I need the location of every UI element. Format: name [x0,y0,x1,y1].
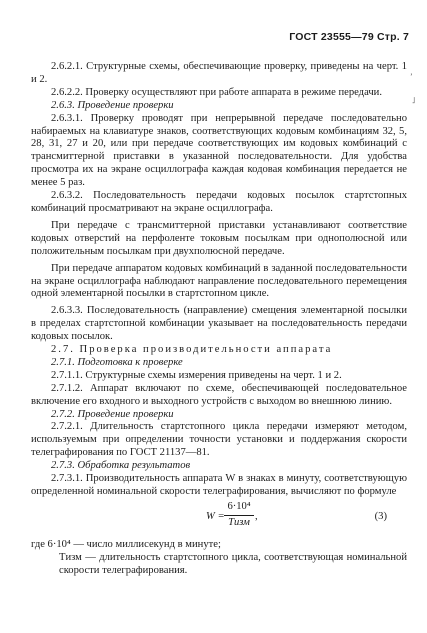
where-line: где 6·10⁴ — число миллисекунд в минуте; [31,538,221,550]
formula-comma: , [255,510,258,522]
paragraph: 2.7.2.1. Длительность стартстопного цикла передачи измеряют методом, используемым при определении точности установки и поддержания скорости телеграфирования по ГОСТ 21137—81. [31,421,407,459]
formula-number: (3) [374,510,387,522]
paragraph: 2.6.2.1. Структурные схемы, обеспечивающие проверку, приведены на черт. 1 и 2. [31,61,407,85]
section-heading: 2.6.3. Проведение проверки [51,99,174,111]
formula-fraction [224,501,254,530]
paragraph: 2.7.3.1. Производительность аппарата W в знаках в минуту, соответствующую определенной номинальной скорости телеграфирования, вычисляют по формуле [31,473,407,497]
document-body [31,61,407,578]
where-line: Tизм — длительность стартстопного цикла, соответствующая номинальной скорости телеграфирования. [59,551,407,576]
paragraph: При передаче аппаратом кодовых комбинаций в заданной последовательности на экране осциллографа наблюдают направление последовательного перемещения одной элементарной посылки в стартстопном цикле. [31,262,407,300]
paragraph: При передаче с трансмиттерной приставки устанавливают соответствие кодовых отверстий на перфоленте токовым посылкам при однополюсной или положительным посылкам при двухполюсной передаче. [31,219,407,257]
margin-mark: ʼ [410,72,413,81]
section-heading: 2.7.3. Обработка результатов [51,460,191,472]
paragraph: 2.6.3.1. Проверку проводят при непрерывной передаче последовательно набираемых на клавиатуре знаков, соответствующих кодовым комбинациям 32, 5, 28, 31, 27 и 20, или при передаче соответствующих им кодовых комбинаций с трансмиттерной приставки в указанной последовательности. Для удобства просмотра их на экране осциллографа каждая кодовая комбинация передается не менее 5 раз. [31,112,407,189]
formula-numerator: 6·10⁴ [224,501,254,516]
section-heading: 2.7.1. Подготовка к проверке [51,356,183,368]
paragraph: 2.6.3.2. Последовательность передачи кодовых посылок стартстопных комбинаций просматривают на экране осциллографа. [31,190,407,214]
paragraph: 2.6.2.2. Проверку осуществляют при работе аппарата в режиме передачи. [51,86,382,98]
formula-denominator: Tизм [228,516,250,528]
margin-mark: ˩ [412,96,416,105]
paragraph: 2.7.1.2. Аппарат включают по схеме, обеспечивающей последовательное включение его входного и выходного устройств с выходом во внешнюю линию. [31,382,407,407]
paragraph: 2.6.3.3. Последовательность (направление) смещения элементарной посылки в пределах стартстопной комбинации указывает на последовательность передачи кодовых посылок. [31,305,407,343]
section-heading: 2.7. Проверка производительности аппарата [51,344,333,356]
section-heading: 2.7.2. Проведение проверки [51,408,174,420]
formula-lhs: W = [206,510,225,522]
formula-3 [31,501,407,537]
page-header: ГОСТ 23555—79 Стр. 7 [289,31,409,43]
paragraph: 2.7.1.1. Структурные схемы измерения приведены на черт. 1 и 2. [51,369,342,381]
